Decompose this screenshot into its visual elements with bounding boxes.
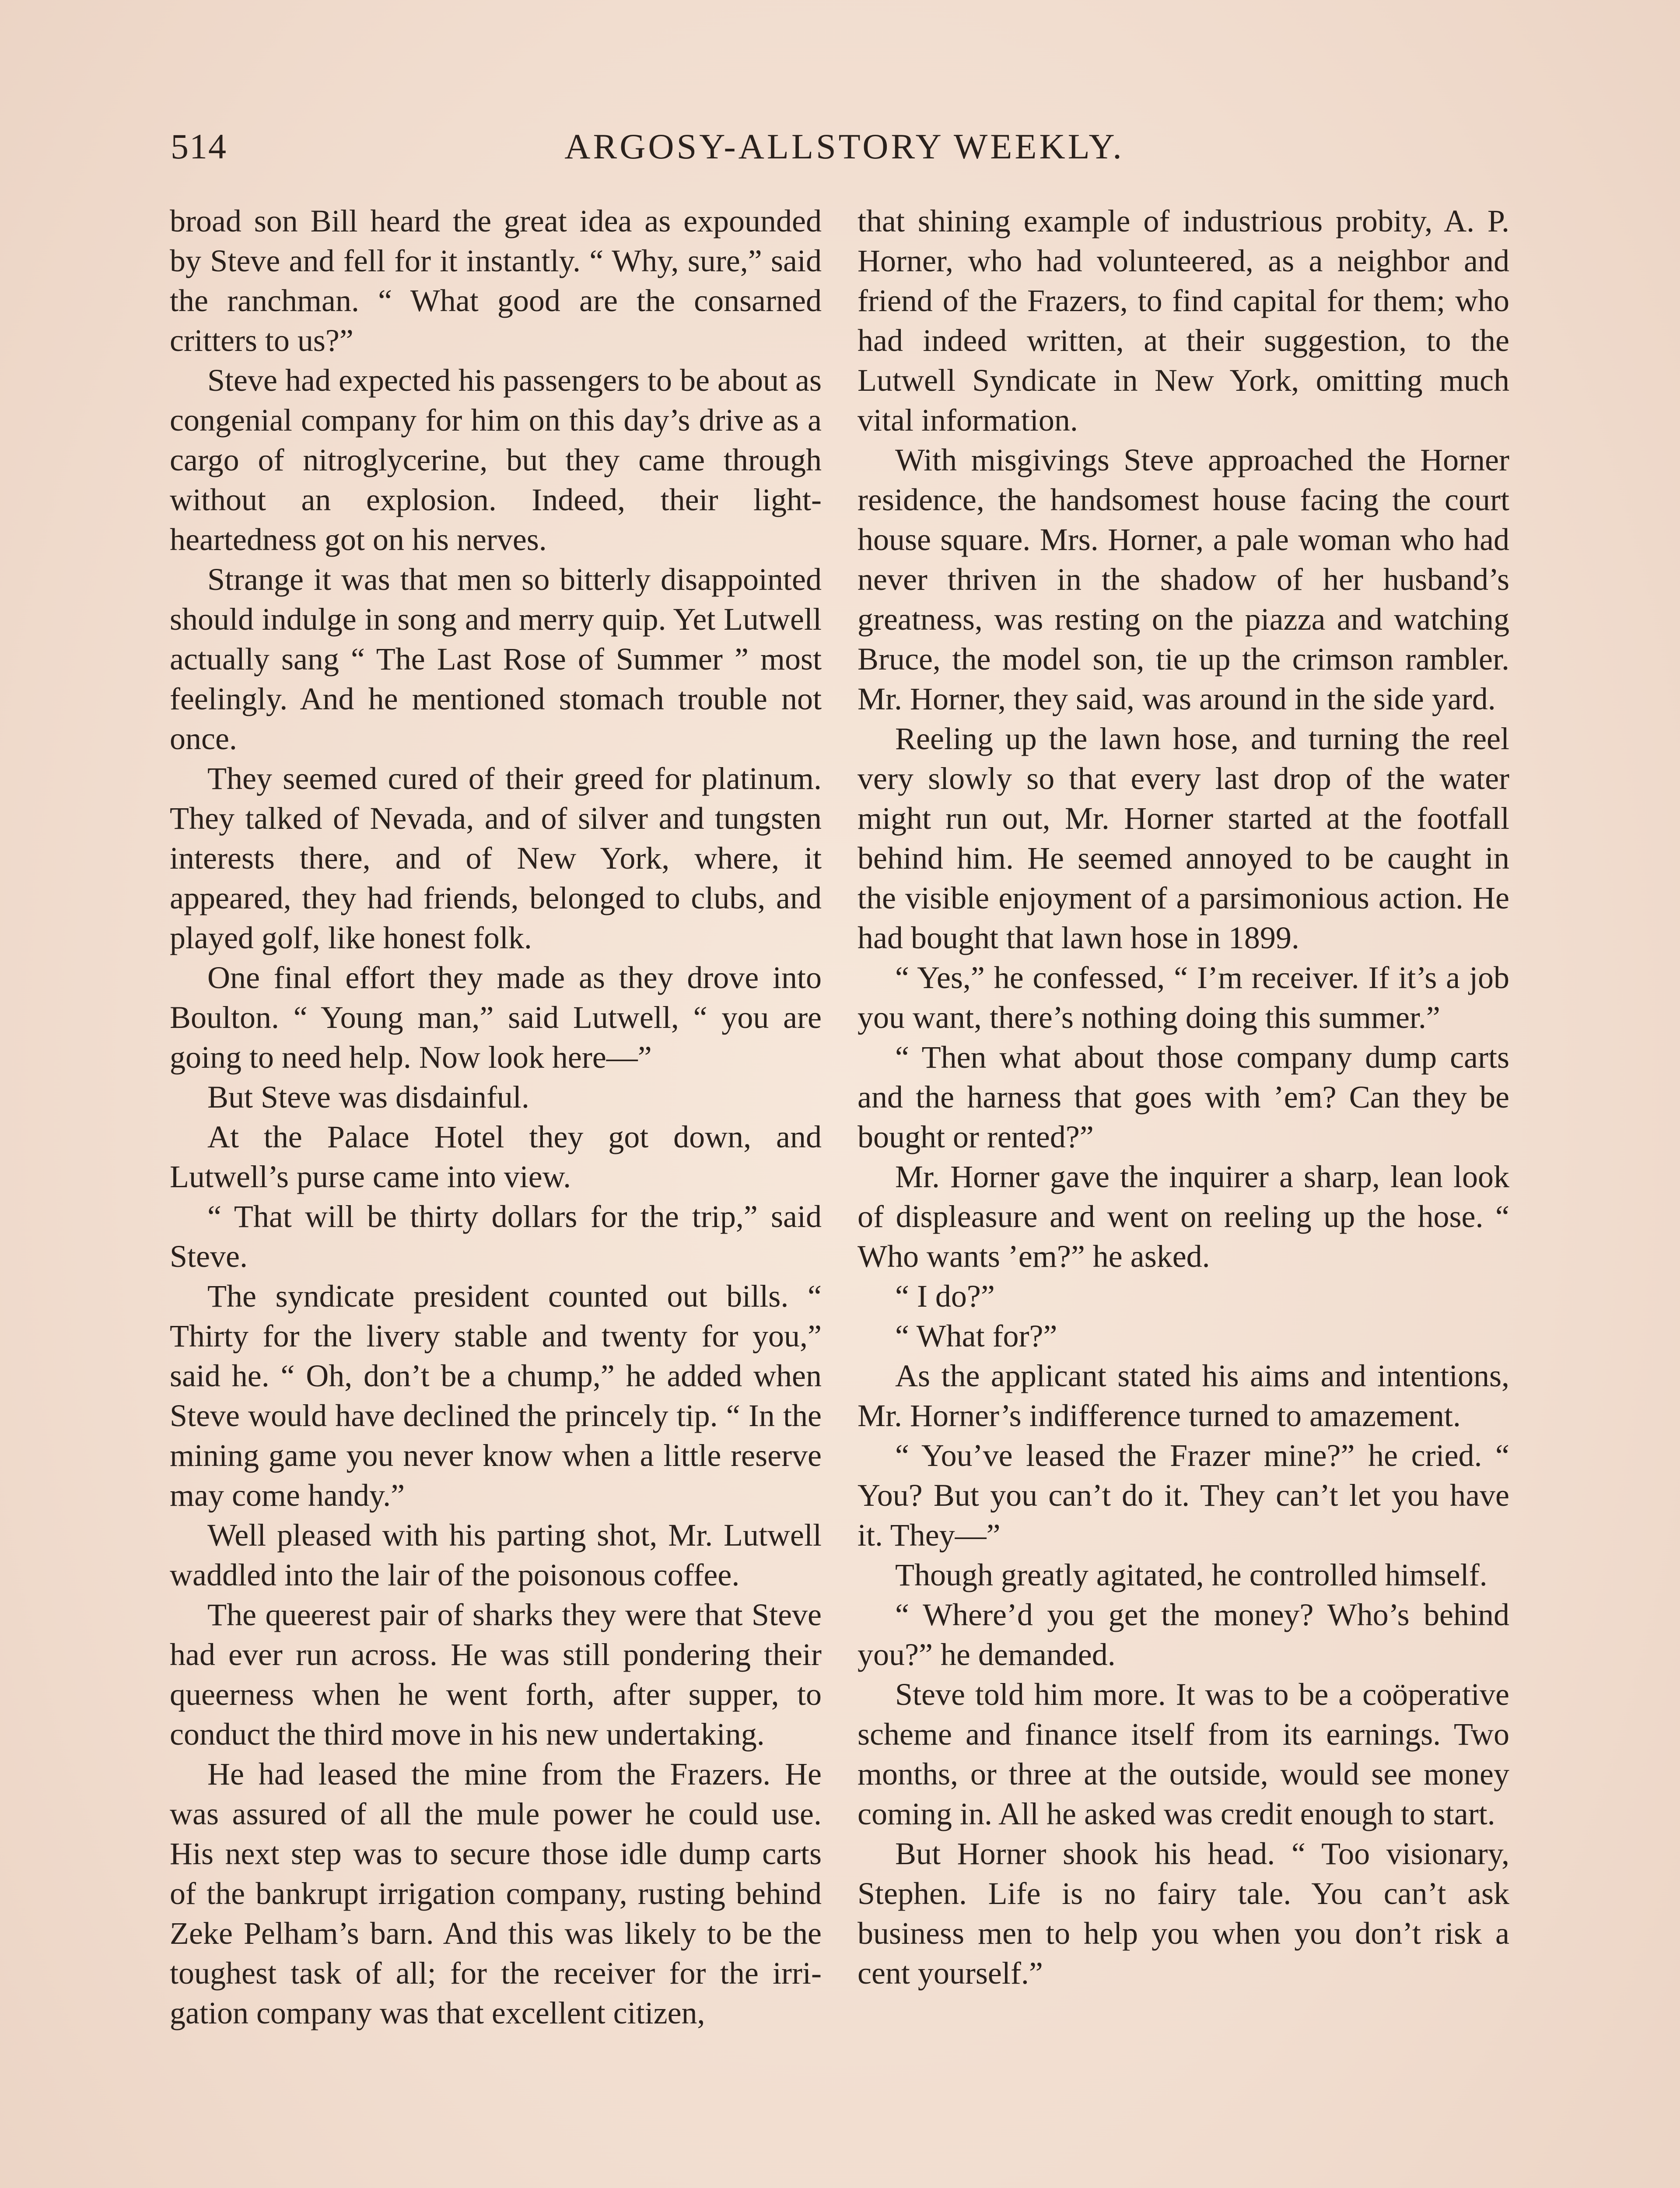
paragraph: that shining example of industrious probity, A. P. Horner, who had volunteered, as a neighbor and friend of the Frazers, to find capital for them; who had indeed written, at their suggestion, to the Lutwell Syndicate in New York, omitting much vital information. — [858, 203, 1509, 438]
paragraph: Steve told him more. It was to be a coöperative scheme and finance itself from its earnings. Two months, or three at the outside, would see money coming in. All he asked was credit enough to start. — [858, 1677, 1509, 1831]
paragraph: The queerest pair of sharks they were that Steve had ever run across. He was still pondering their queerness when he went forth, after supper, to conduct the third move in his new undertaking. — [170, 1597, 822, 1752]
paragraph: “ You’ve leased the Frazer mine?” he cried. “ You? But you can’t do it. They can’t let you have it. They—” — [858, 1438, 1509, 1553]
paragraph: But Steve was disdainful. — [207, 1080, 529, 1115]
paragraph: Mr. Horner gave the inquirer a sharp, lean look of displeasure and went on reeling up the hose. “ Who wants ’em?” he asked. — [858, 1159, 1509, 1274]
paragraph: “ What for?” — [895, 1318, 1057, 1353]
paragraph: At the Palace Hotel they got down, and Lutwell’s purse came into view. — [170, 1119, 822, 1194]
paragraph: The syndicate president counted out bills. “ Thirty for the livery stable and twenty for you,” said he. “ Oh, don’t be a chump,” he added when Steve would have declined the princely tip. “ In the mining game you never know when a little reserve may come handy.” — [170, 1279, 822, 1513]
paragraph: Reeling up the lawn hose, and turning the reel very slowly so that every last drop of the water might run out, Mr. Horner started at the footfall behind him. He seemed annoyed to be caught in the visible enjoyment of a parsimonious action. He had bought that lawn hose in 1899. — [858, 721, 1509, 955]
paragraph: One final effort they made as they drove into Boulton. “ Young man,” said Lutwell, “ you are going to need help. Now look here—” — [170, 960, 822, 1075]
paragraph: They seemed cured of their greed for platinum. They talked of Nevada, and of silver and tungsten interests there, and of New York, where, it appeared, they had friends, belonged to clubs, and played golf, like honest folk. — [170, 761, 822, 955]
paragraph: He had leased the mine from the Frazers. He was assured of all the mule power he could use. His next step was to secure those idle dump carts of the bankrupt irrigation company, rusting behind Zeke Pelham’s barn. And this was likely to be the toughest task of all; for the receiver for the irrigation company was that excellent citizen, — [170, 1757, 822, 2030]
running-title: ARGOSY-ALLSTORY WEEKLY. — [564, 126, 1124, 166]
paragraph: With misgivings Steve approached the Horner residence, the handsomest house facing the court house square. Mrs. Horner, a pale woman who had never thriven in the shadow of her husband’s greatness, was resting on the piazza and watching Bruce, the model son, tie up the crimson rambler. Mr. Horner, they said, was around in the side yard. — [858, 442, 1509, 716]
paragraph: “ Where’d you get the money? Who’s behind you?” he demanded. — [858, 1597, 1509, 1672]
text-column-left — [170, 201, 822, 2033]
paragraph: “ I do?” — [895, 1279, 995, 1314]
paragraph: Well pleased with his parting shot, Mr. Lutwell waddled into the lair of the poisonous coffee. — [170, 1518, 822, 1592]
paragraph: As the applicant stated his aims and intentions, Mr. Horner’s indifference turned to amazement. — [858, 1358, 1509, 1433]
paragraph: Steve had expected his passengers to be about as congenial company for him on this day’s drive as a cargo of nitroglycerine, but they came through without an explosion. Indeed, their light-heartedness got on his nerves. — [170, 363, 822, 557]
page-header — [171, 114, 1518, 166]
paragraph: Though greatly agitated, he controlled himself. — [895, 1557, 1488, 1592]
paragraph: Strange it was that men so bitterly disappointed should indulge in song and merry quip. Yet Lutwell actually sang “ The Last Rose of Summer ” most feelingly. And he mentioned stomach trouble not once. — [170, 562, 822, 756]
page-number: 514 — [171, 126, 227, 166]
paragraph: “ That will be thirty dollars for the trip,” said Steve. — [170, 1199, 822, 1274]
paragraph: broad son Bill heard the great idea as expounded by Steve and fell for it instantly. “ Why, sure,” said the ranchman. “ What good are the consarned critters to us?” — [170, 203, 822, 358]
paragraph: But Horner shook his head. “ Too visionary, Stephen. Life is no fairy tale. You can’t ask business men to help you when you don’t risk a cent yourself.” — [858, 1836, 1509, 1991]
text-column-right — [858, 201, 1509, 1993]
paragraph: “ Then what about those company dump carts and the harness that goes with ’em? Can they be bought or rented?” — [858, 1040, 1509, 1154]
paragraph: “ Yes,” he confessed, “ I’m receiver. If it’s a job you want, there’s nothing doing this summer.” — [858, 960, 1509, 1035]
